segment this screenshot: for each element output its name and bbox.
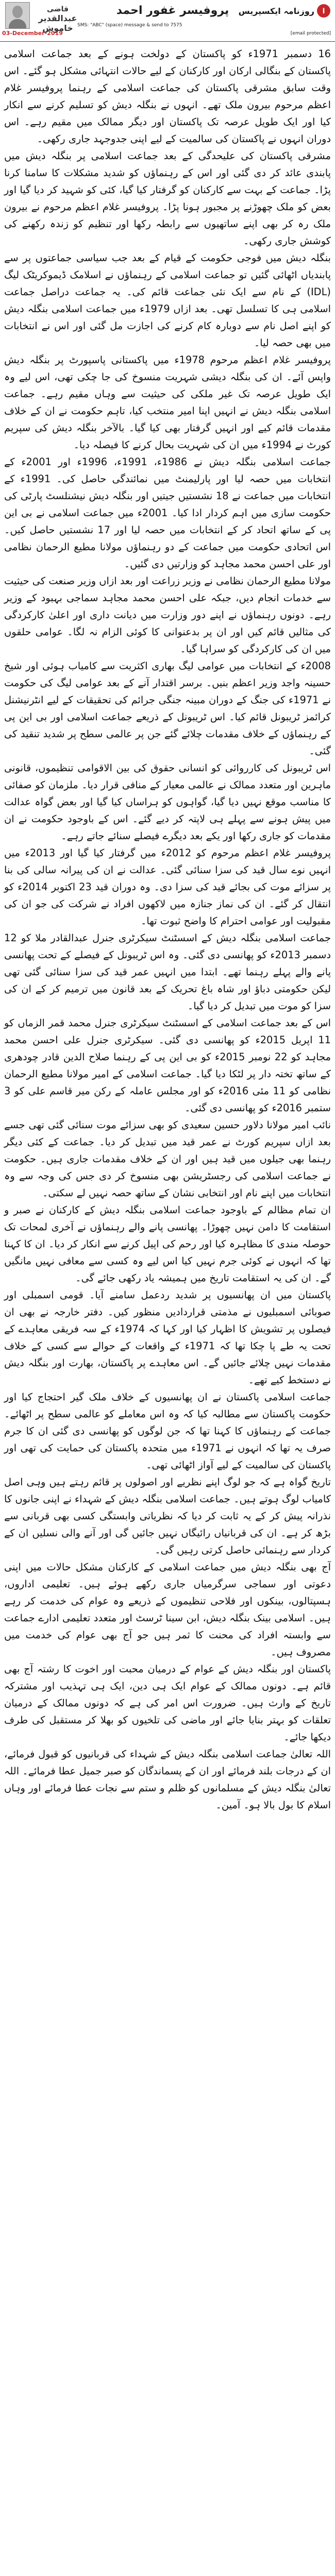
newspaper-logo [238,2,332,20]
article-paragraph: مولانا مطیع الرحمان نظامی نے وزیر زراعت اور بعد ازاں وزیر صنعت کی حیثیت سے خدمات انجام دیں، جبکہ علی احسن محمد مجاہد سماجی بہبود کے وزیر رہے۔ دونوں رہنماؤں نے اپنے دور وزارت میں دیانت داری اور اعلیٰ کارکردگی کی مثالیں قائم کیں اور ان پر بدعنوانی کا کوئی الزام نہ لگا۔ عوامی حلقوں میں ان کی کارکردگی کو سراہا گیا۔ [4,575,331,655]
column-header [0,0,335,42]
article-paragraph: پروفیسر غلام اعظم مرحوم 1978ء میں پاکستانی پاسپورٹ پر بنگلہ دیش واپس آئے۔ ان کی بنگلہ دیشی شہریت منسوخ کی جا چکی تھی، اس لیے وہ ایک طویل عرصہ تک غیر ملکی کی حیثیت سے وہاں مقیم رہے۔ جماعت اسلامی بنگلہ دیش نے انہیں اپنا امیر منتخب کیا، تاہم حکومت نے ان کے خلاف مقدمات قائم کیے اور انہیں گرفتار بھی کیا گیا۔ بالآخر بنگلہ دیش کی سپریم کورٹ نے 1994ء میں ان کی شہریت بحال کرنے کا فیصلہ دیا۔ [4,354,331,451]
article-paragraph: جماعت اسلامی پاکستان نے ان پھانسیوں کے خلاف ملک گیر احتجاج کیا اور حکومت پاکستان سے مطالبہ کیا کہ وہ اس معاملے کو عالمی سطح پر اٹھائے۔ جماعت کے رہنماؤں کا کہنا تھا کہ جن لوگوں کو پھانسی دی گئی ان کا جرم صرف یہ تھا کہ انہوں نے 1971ء میں متحدہ پاکستان کی حمایت کی تھی اور پاکستان کی سالمیت کے لیے آواز اٹھائی تھی۔ [4,1391,331,1471]
author-avatar [5,2,30,29]
article-paragraph: اس کے بعد جماعت اسلامی کے اسسٹنٹ سیکرٹری جنرل محمد قمر الزماں کو 11 اپریل 2015ء کو پھانسی دی گئی۔ سیکرٹری جنرل علی احسن محمد مجاہد کو 22 نومبر 2015ء کو بی این پی کے رہنما صلاح الدین قادر چودھری کے ساتھ تختہ دار پر لٹکا دیا گیا۔ جماعت اسلامی کے امیر مولانا مطیع الرحمان نظامی کو 11 مئی 2016ء کو اور مجلس عاملہ کے رکن میر قاسم علی کو 3 ستمبر 2016ء کو پھانسی دی گئی۔ [4,1017,331,1114]
svg-text:ا: ا [322,7,325,15]
newspaper-name: روزنامہ ایکسپریس [238,6,314,16]
article-paragraph: اس ٹریبونل کی کارروائی کو انسانی حقوق کی بین الاقوامی تنظیموں، قانونی ماہرین اور متعدد ممالک نے عالمی معیار کے منافی قرار دیا۔ ملزمان کو صفائی کا مناسب موقع نہیں دیا گیا، گواہوں کو ہراساں کیا گیا اور بعض گواہ عدالت میں پیش ہونے سے پہلے ہی لاپتہ کر دیے گئے۔ اس کے باوجود حکومت نے ان مقدمات کو جاری رکھا اور یکے بعد دیگرے فیصلے سنائے جاتے رہے۔ [4,762,331,842]
article-paragraph: ان تمام مظالم کے باوجود جماعت اسلامی بنگلہ دیش کے کارکنان نے صبر و استقامت کا دامن نہیں چھوڑا۔ پھانسی پانے والے رہنماؤں نے آخری لمحات تک حوصلہ مندی کا مظاہرہ کیا اور رحم کی اپیل کرنے سے انکار کر دیا۔ ان کا کہنا تھا کہ انہوں نے کوئی جرم نہیں کیا اس لیے وہ کسی سے معافی نہیں مانگیں گے۔ ان کی یہ استقامت تاریخ میں ہمیشہ یاد رکھی جائے گی۔ [4,1204,331,1284]
article-paragraph: نائب امیر مولانا دلاور حسین سعیدی کو بھی سزائے موت سنائی گئی تھی جسے بعد ازاں سپریم کورٹ نے عمر قید میں تبدیل کر دیا۔ جماعت کے کئی دیگر رہنما بھی جیلوں میں قید ہیں اور ان کے خلاف مقدمات جاری ہیں۔ حکومت نے جماعت اسلامی کی رجسٹریشن بھی منسوخ کر دی جس کی وجہ سے وہ انتخابات میں اپنے نام اور انتخابی نشان کے ساتھ حصہ نہیں لے سکتی۔ [4,1119,331,1199]
article-body [4,45,331,2576]
article-paragraph: جماعت اسلامی بنگلہ دیش نے 1986ء، 1991ء، 1996ء اور 2001ء کے انتخابات میں حصہ لیا اور پارلیمنٹ میں نمائندگی حاصل کی۔ 1991ء کے انتخابات میں جماعت نے 18 نشستیں جیتیں اور بنگلہ دیش نیشنلسٹ پارٹی کی حکومت سازی میں اہم کردار ادا کیا۔ 2001ء میں جماعت اسلامی نے بی این پی کے ساتھ اتحاد کر کے انتخابات میں حصہ لیا اور 17 نشستیں حاصل کیں۔ اس اتحادی حکومت میں جماعت کے دو رہنماؤں مولانا مطیع الرحمان نظامی اور علی احسن محمد مجاہد کو وزارتیں دی گئیں۔ [4,456,331,570]
article-paragraph: پروفیسر غلام اعظم مرحوم کو 2012ء میں گرفتار کیا گیا اور 2013ء میں انہیں نوے سال قید کی سزا سنائی گئی۔ عدالت نے ان کی پیرانہ سالی کی بنا پر سزائے موت کی بجائے قید کی سزا دی۔ وہ دوران قید 23 اکتوبر 2014ء کو انتقال کر گئے۔ ان کی نماز جنازہ میں لاکھوں افراد نے شرکت کی جو ان کی مقبولیت اور عوامی احترام کا واضح ثبوت تھا۔ [4,847,331,927]
article-paragraph: پاکستان اور بنگلہ دیش کے عوام کے درمیان محبت اور اخوت کا رشتہ آج بھی قائم ہے۔ دونوں ممالک کے عوام ایک ہی دین، ایک ہی تہذیب اور مشترکہ تاریخ کے وارث ہیں۔ ضرورت اس امر کی ہے کہ دونوں ممالک کے درمیان تعلقات کو بہتر بنایا جائے اور ماضی کی تلخیوں کو بھلا کر مستقبل کی طرف دیکھا جائے۔ [4,1663,331,1743]
article-paragraph: مشرقی پاکستان کی علیحدگی کے بعد جماعت اسلامی پر بنگلہ دیش میں پابندی عائد کر دی گئی اور اس کے رہنماؤں کو شدید مشکلات کا سامنا کرنا پڑا۔ جماعت کے بہت سے کارکنان کو گرفتار کیا گیا، کئی کو شہید کر دیا گیا اور بعض کو ملک چھوڑنے پر مجبور ہونا پڑا۔ پروفیسر غلام اعظم مرحوم نے بیرون ملک رہ کر بھی اپنے ساتھیوں سے رابطہ رکھا اور تنظیم کو زندہ رکھنے کی کوشش جاری رکھی۔ [4,150,331,247]
article-paragraph: آج بھی بنگلہ دیش میں جماعت اسلامی کے کارکنان مشکل حالات میں اپنی دعوتی اور سماجی سرگرمیاں جاری رکھے ہوئے ہیں۔ تعلیمی اداروں، ہسپتالوں، بینکوں اور فلاحی تنظیموں کے ذریعے وہ عوام کی خدمت کر رہے ہیں۔ اسلامی بینک بنگلہ دیش، ابن سینا ٹرسٹ اور متعدد تعلیمی ادارے جماعت سے وابستہ افراد کی محنت کا ثمر ہیں جو آج بھی عوام کی خدمت میں مصروف ہیں۔ [4,1561,331,1658]
article-paragraph: بنگلہ دیش میں فوجی حکومت کے قیام کے بعد جب سیاسی جماعتوں پر سے پابندیاں اٹھائی گئیں تو جماعت اسلامی کے رہنماؤں نے اسلامک ڈیموکریٹک لیگ (IDL) کے نام سے ایک نئی جماعت قائم کی۔ یہ جماعت دراصل جماعت اسلامی ہی کا تسلسل تھی۔ بعد ازاں 1979ء میں جماعت اسلامی بنگلہ دیش کو اپنے اصل نام سے دوبارہ کام کرنے کی اجازت مل گئی اور اس نے انتخابات میں بھی حصہ لیا۔ [4,252,331,349]
article-paragraph: 16 دسمبر 1971ء کو پاکستان کے دولخت ہونے کے بعد جماعت اسلامی پاکستان کے بنگالی ارکان اور کارکنان کے لیے حالات انتہائی مشکل ہو گئے۔ اس وقت سابق مشرقی پاکستان کی جماعت اسلامی کے رہنما پروفیسر غلام اعظم مرحوم بیرون ملک تھے۔ انہوں نے بنگلہ دیش کو تسلیم کرنے سے انکار کیا اور ایک طویل عرصہ تک پاکستان اور دیگر ممالک میں مقیم رہے۔ اس دوران انہوں نے پاکستان کی سالمیت کے لیے اپنی جدوجہد جاری رکھی۔ [4,48,331,145]
author-name [33,5,82,33]
column-title: پروفیسر غفور احمد [116,4,229,17]
article-paragraph: 2008ء کے انتخابات میں عوامی لیگ بھاری اکثریت سے کامیاب ہوئی اور شیخ حسینہ واجد وزیر اعظم بنیں۔ برسر اقتدار آنے کے بعد عوامی لیگ کی حکومت نے 1971ء کی جنگ کے دوران مبینہ جنگی جرائم کی تحقیقات کے لیے انٹرنیشنل کرائمز ٹریبونل قائم کیا۔ اس ٹریبونل کے ذریعے جماعت اسلامی اور بی این پی کے رہنماؤں کے خلاف مقدمات چلائے گئے جن پر عالمی سطح پر شدید تنقید کی گئی۔ [4,660,331,757]
sms-info: SMS: "ABC" (space) message & send to 7575 [77,23,182,28]
author-email: [email protected] [290,31,331,36]
article-paragraph: جماعت اسلامی بنگلہ دیش کے اسسٹنٹ سیکرٹری جنرل عبدالقادر ملا کو 12 دسمبر 2013ء کو پھانسی دی گئی۔ وہ اس ٹریبونل کے فیصلے کے تحت پھانسی پانے والے پہلے رہنما تھے۔ ابتدا میں انہیں عمر قید کی سزا سنائی گئی تھی لیکن حکومتی دباؤ اور شاہ باغ تحریک کے بعد قانون میں ترمیم کر کے ان کی سزا کو موت میں تبدیل کر دیا گیا۔ [4,932,331,1012]
publication-date: 03-December-2019 [2,30,63,37]
article-paragraph: تاریخ گواہ ہے کہ جو لوگ اپنے نظریے اور اصولوں پر قائم رہتے ہیں وہی اصل کامیاب لوگ ہوتے ہیں۔ جماعت اسلامی بنگلہ دیش کے شہداء نے اپنی جانوں کا نذرانہ پیش کر کے یہ ثابت کر دیا کہ نظریاتی وابستگی کسی بھی قربانی سے بڑھ کر ہے۔ ان کی قربانیاں رائیگاں نہیں جائیں گی اور آنے والی نسلیں ان کے کردار سے رہنمائی حاصل کرتی رہیں گی۔ [4,1476,331,1556]
article-paragraph: پاکستان میں ان پھانسیوں پر شدید ردعمل سامنے آیا۔ قومی اسمبلی اور صوبائی اسمبلیوں نے مذمتی قراردادیں منظور کیں۔ دفتر خارجہ نے بھی ان فیصلوں پر تشویش کا اظہار کیا اور کہا کہ 1974ء کے سہ فریقی معاہدے کے تحت یہ طے پا چکا تھا کہ 1971ء کے واقعات کے حوالے سے کسی کے خلاف مقدمات نہیں چلائے جائیں گے۔ اس معاہدے پر پاکستان، بھارت اور بنگلہ دیش نے دستخط کیے تھے۔ [4,1289,331,1386]
article-paragraph: اللہ تعالیٰ جماعت اسلامی بنگلہ دیش کے شہداء کی قربانیوں کو قبول فرمائے، ان کے درجات بلند فرمائے اور ان کے پسماندگان کو صبر جمیل عطا فرمائے۔ اللہ تعالیٰ بنگلہ دیش کے مسلمانوں کو ظلم و ستم سے نجات عطا فرمائے اور وہاں اسلام کا بول بالا ہو۔ آمین۔ [4,1748,331,1811]
author-name-line1: قاضی [46,5,69,13]
author-name-line2: عبدالقدیر خاموش [38,13,77,33]
